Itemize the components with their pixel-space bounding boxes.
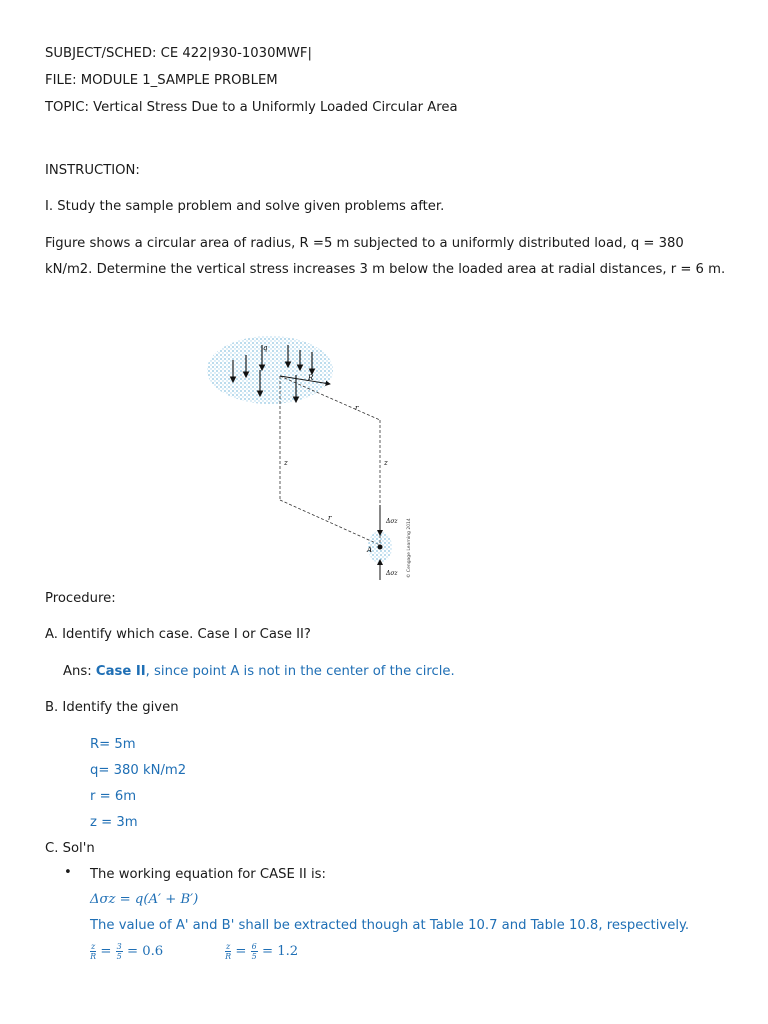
copyright-text: © Cengage Learning 2014	[407, 518, 412, 578]
instruction-heading: INSTRUCTION:	[45, 163, 140, 178]
procedure-heading: Procedure:	[45, 591, 116, 606]
answer-case: Case II	[95, 664, 146, 679]
step-a-question: A. Identify which case. Case I or Case II?	[45, 627, 311, 642]
given-R: R= 5m	[90, 737, 136, 752]
label-z-left: z	[284, 459, 288, 467]
given-q: q= 380 kN/m2	[90, 763, 187, 778]
answer-rest: , since point A is not in the center of the circle.	[145, 664, 455, 679]
problem-line-1: Figure shows a circular area of radius, R =5 m subjected to a uniformly distributed load, q = 380	[45, 236, 684, 251]
bullet-text: The working equation for CASE II is:	[90, 867, 326, 882]
given-r: r = 6m	[90, 789, 137, 804]
label-R: R	[308, 374, 314, 382]
label-delta-bottom: Δσz	[386, 570, 398, 577]
instruction-step: I. Study the sample problem and solve given problems after.	[45, 199, 445, 214]
label-r-top: r	[355, 404, 359, 412]
step-c-heading: C. Sol'n	[45, 841, 95, 856]
value-note: The value of A' and B' shall be extracted though at Table 10.7 and Table 10.8, respectively.	[90, 918, 690, 933]
step-a-answer	[63, 664, 455, 679]
label-r-bottom: r	[328, 514, 332, 522]
point-A	[378, 545, 383, 550]
ratio-2: $\frac{z}{R}$ = $\frac{6}{5}$ = 1.2	[225, 942, 299, 961]
label-z-right: z	[384, 459, 388, 467]
bullet-icon: •	[64, 865, 72, 880]
label-A: A	[367, 546, 373, 554]
topic-line: TOPIC: Vertical Stress Due to a Uniformly Loaded Circular Area	[45, 100, 458, 115]
loaded-area	[207, 336, 333, 404]
step-b-heading: B. Identify the given	[45, 700, 179, 715]
ratio-1: $\frac{z}{R}$ = $\frac{3}{5}$ = 0.6	[90, 942, 164, 961]
given-z: z = 3m	[90, 815, 138, 830]
subject-line: SUBJECT/SCHED: CE 422|930-1030MWF|	[45, 46, 312, 61]
label-q: q	[263, 344, 268, 352]
answer-prefix: Ans:	[63, 664, 96, 679]
working-equation: Δσz = q(A′ + B′)	[90, 892, 199, 907]
problem-line-2: kN/m2. Determine the vertical stress increases 3 m below the loaded area at radial distances, r = 6 m.	[45, 262, 726, 277]
file-line: FILE: MODULE 1_SAMPLE PROBLEM	[45, 73, 278, 88]
loaded-circle-figure	[200, 330, 430, 585]
label-delta-top: Δσz	[386, 518, 398, 525]
